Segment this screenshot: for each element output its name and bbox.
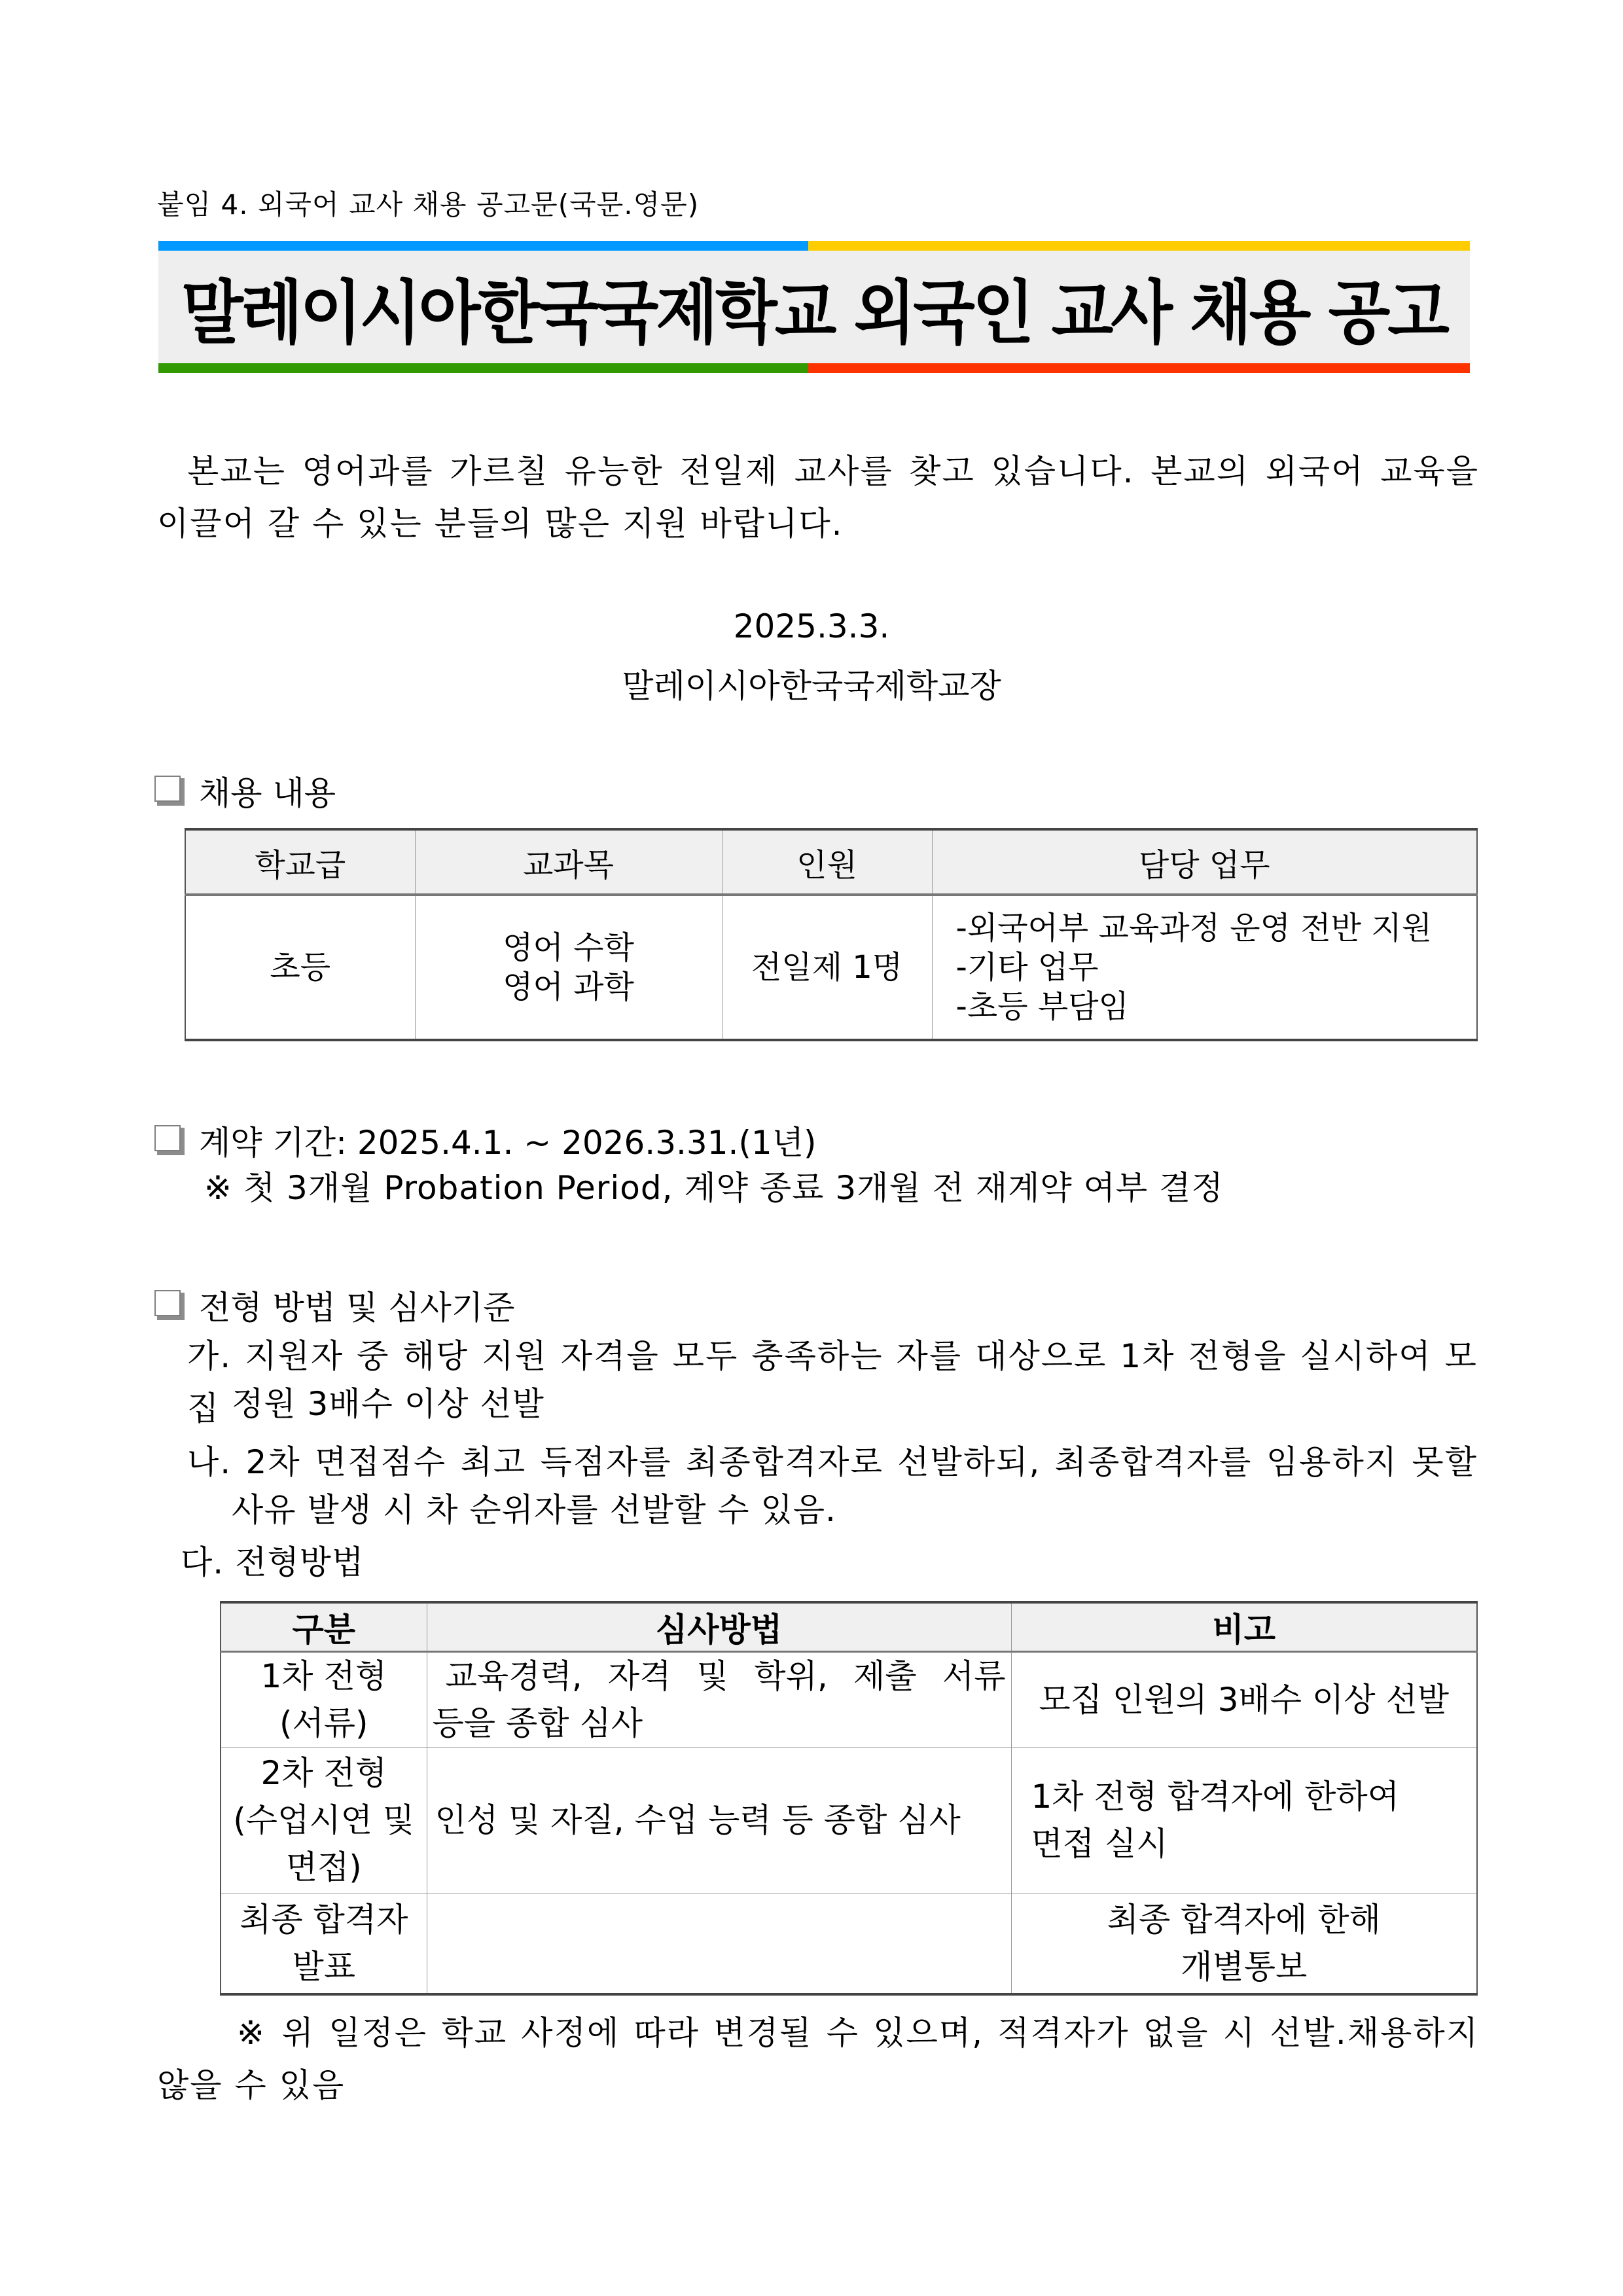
issuer-name: 말레이시아한국국제학교장 xyxy=(622,667,1001,705)
section-recruitment-heading xyxy=(154,767,336,814)
stage-cell xyxy=(221,1652,427,1748)
school-level-cell: 초등 xyxy=(185,895,415,1040)
table-row xyxy=(221,1748,1477,1893)
selection-item-na-cont: 사유 발생 시 차 순위자를 선발할 수 있음. xyxy=(232,1491,836,1529)
checkbox-icon xyxy=(154,1290,185,1320)
stage-line: 2차 전형 xyxy=(260,1754,387,1792)
stage-cell xyxy=(221,1893,427,1994)
selection-method-table xyxy=(220,1601,1478,1996)
intro-line-1: 본교는 영어과를 가르칠 유능한 전일제 교사를 찾고 있습니다. 본교의 외국어 교육을 xyxy=(187,452,1479,490)
table-row xyxy=(221,1893,1477,1994)
column-header: 담당 업무 xyxy=(932,829,1477,895)
stage-cell xyxy=(221,1748,427,1893)
title-banner xyxy=(158,241,1470,373)
section-title: 전형 방법 및 심사기준 xyxy=(199,1289,515,1327)
note-line: 모집 인원의 3배수 이상 선발 xyxy=(1039,1681,1450,1719)
stage-line: (수업시연 및 xyxy=(233,1801,415,1839)
method-line: 등을 종합 심사 xyxy=(432,1704,643,1742)
selection-item-ga-cont: 정원 3배수 이상 선발 xyxy=(232,1385,544,1423)
note-cell xyxy=(1011,1652,1477,1748)
note-line: 최종 합격자에 한해 xyxy=(1107,1900,1381,1939)
table-row xyxy=(185,895,1477,1040)
footnote-line-2: 않을 수 있음 xyxy=(157,2066,346,2104)
method-cell xyxy=(427,1893,1011,1994)
page-title: 말레이시아한국국제학교 외국인 교사 채용 공고 xyxy=(181,272,1447,353)
contract-note: ※ 첫 3개월 Probation Period, 계약 종료 3개월 전 재계약 여부 결정 xyxy=(204,1169,1224,1207)
stage-line: 발표 xyxy=(292,1947,356,1986)
column-header: 교과목 xyxy=(415,829,722,895)
table-header-row xyxy=(185,829,1477,895)
selection-item-na: 나. 2차 면접점수 최고 득점자를 최종합격자로 선발하되, 최종합격자를 임용하지 못할 xyxy=(187,1443,1478,1481)
note-cell xyxy=(1011,1893,1477,1994)
column-header: 인원 xyxy=(722,829,932,895)
banner-bar-top-right xyxy=(808,241,1470,251)
selection-item-da: 다. 전형방법 xyxy=(181,1543,365,1581)
checkbox-icon xyxy=(154,776,185,806)
note-cell xyxy=(1011,1748,1477,1893)
method-line: 인성 및 자질, 수업 능력 등 종합 심사 xyxy=(435,1801,961,1839)
banner-bar-top-left xyxy=(158,241,808,251)
method-cell xyxy=(427,1652,1011,1748)
column-header: 비고 xyxy=(1011,1602,1477,1652)
table-header-row xyxy=(221,1602,1477,1652)
recruitment-table xyxy=(185,828,1478,1041)
banner-bar-bottom-left xyxy=(158,363,808,373)
stage-line: 최종 합격자 xyxy=(240,1900,408,1939)
intro-line-2: 이끌어 갈 수 있는 분들의 많은 지원 바랍니다. xyxy=(157,505,844,543)
duty-item: -기타 업무 xyxy=(955,949,1099,986)
table-row xyxy=(221,1652,1477,1748)
note-line: 개별통보 xyxy=(1181,1947,1308,1986)
stage-line: 면접) xyxy=(285,1848,362,1886)
checkbox-icon xyxy=(154,1125,185,1155)
section-contract-heading xyxy=(154,1117,817,1164)
selection-item-ga: 가. 지원자 중 해당 지원 자격을 모두 충족하는 자를 대상으로 1차 전형을 실시하여 모집 xyxy=(187,1337,1478,1427)
duty-item: -초등 부담임 xyxy=(955,988,1129,1025)
subjects-cell xyxy=(415,895,722,1040)
footnote-line-1: ※ 위 일정은 학교 사정에 따라 변경될 수 있으며, 적격자가 없을 시 선발.채용하지 xyxy=(237,2014,1479,2052)
banner-body xyxy=(158,251,1470,363)
banner-bar-bottom-right xyxy=(808,363,1470,373)
section-selection-heading xyxy=(154,1282,514,1329)
stage-line: (서류) xyxy=(279,1704,368,1742)
column-header: 심사방법 xyxy=(427,1602,1011,1652)
method-line: 교육경력, 자격 및 학위, 제출 서류 xyxy=(445,1657,1006,1695)
note-line: 면접 실시 xyxy=(1031,1825,1168,1863)
note-line: 1차 전형 합격자에 한하여 xyxy=(1031,1778,1399,1816)
subject: 영어 수학 xyxy=(503,929,634,966)
section-title: 채용 내용 xyxy=(199,774,336,812)
subject: 영어 과학 xyxy=(503,969,634,1005)
headcount-cell: 전일제 1명 xyxy=(722,895,932,1040)
stage-line: 1차 전형 xyxy=(260,1657,387,1695)
column-header: 구분 xyxy=(221,1602,427,1652)
column-header: 학교급 xyxy=(185,829,415,895)
method-cell xyxy=(427,1748,1011,1893)
duties-cell xyxy=(932,895,1477,1040)
section-title: 계약 기간: 2025.4.1. ~ 2026.3.31.(1년) xyxy=(199,1124,817,1162)
notice-date: 2025.3.3. xyxy=(733,607,890,645)
attachment-label: 붙임 4. 외국어 교사 채용 공고문(국문.영문) xyxy=(157,188,700,221)
duty-item: -외국어부 교육과정 운영 전반 지원 xyxy=(955,910,1433,946)
